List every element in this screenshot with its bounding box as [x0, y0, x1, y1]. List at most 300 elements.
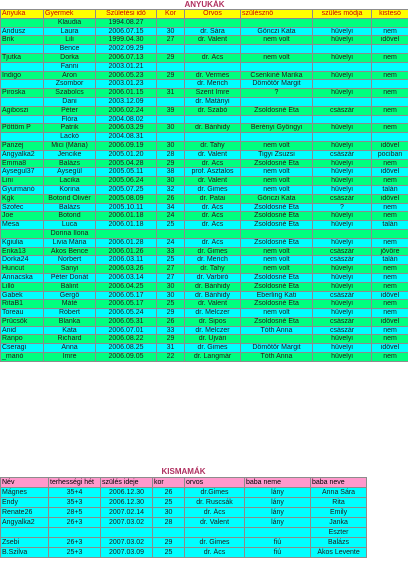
table-cell[interactable]: Ákos Levente [311, 548, 367, 558]
table-cell[interactable]: Botond [44, 212, 96, 221]
table-cell[interactable]: dr. Merich [185, 80, 241, 89]
table-cell[interactable] [1, 45, 44, 54]
table-cell[interactable]: nem [372, 27, 408, 36]
table-cell[interactable]: Ákos Bence [44, 247, 96, 256]
table-cell[interactable]: Máté [44, 300, 96, 309]
table-cell[interactable]: dr. Valent [185, 150, 241, 159]
table-cell[interactable]: idővel [372, 168, 408, 177]
table-cell[interactable] [1, 133, 44, 142]
table-cell[interactable]: 22 [157, 353, 185, 362]
table-cell[interactable]: dr. Bánhidy [185, 124, 241, 133]
table-cell[interactable]: 30 [157, 291, 185, 300]
table-cell[interactable]: 38 [157, 168, 185, 177]
table-cell[interactable]: Toreau [1, 309, 44, 318]
column-header[interactable]: kistesó [372, 10, 408, 19]
table-cell[interactable]: Botond Olivér [44, 194, 96, 203]
table-cell[interactable]: Eszter [311, 528, 367, 538]
table-cell[interactable]: 2005.07.25 [96, 185, 157, 194]
table-cell[interactable]: Szabolcs [44, 89, 96, 98]
table-cell[interactable]: pociban [372, 150, 408, 159]
table-cell[interactable]: 25+3 [49, 548, 101, 558]
table-cell[interactable]: 28+5 [49, 508, 101, 518]
table-cell[interactable]: dr. Gimes [185, 538, 245, 548]
table-cell[interactable]: hüvelyi [313, 212, 372, 221]
table-cell[interactable] [1, 80, 44, 89]
table-cell[interactable]: Áron [44, 71, 96, 80]
table-cell[interactable]: dr. Ács [185, 53, 241, 62]
column-header[interactable]: kor [153, 478, 185, 488]
table-cell[interactable]: nem volt [241, 309, 313, 318]
table-cell[interactable]: Zsoldosné Eta [241, 212, 313, 221]
table-cell[interactable]: dr. Valent [185, 300, 241, 309]
table-cell[interactable]: Tjutka [1, 53, 44, 62]
table-cell[interactable]: hüvelyi [313, 238, 372, 247]
table-cell[interactable] [185, 18, 241, 27]
table-cell[interactable]: 2006.05.24 [96, 309, 157, 318]
table-cell[interactable]: Indigo [1, 71, 44, 80]
table-cell[interactable]: 2007.02.14 [101, 508, 153, 518]
table-cell[interactable] [372, 80, 408, 89]
table-cell[interactable] [96, 229, 157, 238]
table-cell[interactable]: 2003.12.09 [96, 97, 157, 106]
table-cell[interactable]: nem volt [241, 141, 313, 150]
table-cell[interactable]: Mesa [1, 221, 44, 230]
table-cell[interactable]: hüvelyi [313, 141, 372, 150]
table-cell[interactable]: Janka [311, 518, 367, 528]
table-cell[interactable]: császár [313, 247, 372, 256]
table-cell[interactable]: 2006.07.13 [96, 53, 157, 62]
table-cell[interactable]: nem [372, 212, 408, 221]
table-cell[interactable]: Richard [44, 335, 96, 344]
table-cell[interactable]: 2005.06.24 [96, 177, 157, 186]
table-cell[interactable]: 27 [157, 273, 185, 282]
table-cell[interactable]: lány [245, 518, 311, 528]
table-cell[interactable]: Tigyi Zsuzsi [241, 150, 313, 159]
table-cell[interactable]: talán [372, 185, 408, 194]
table-cell[interactable]: Dorina Ilona [44, 229, 96, 238]
table-cell[interactable]: nem volt [241, 168, 313, 177]
table-cell[interactable]: 2006.07.15 [96, 27, 157, 36]
table-cell[interactable]: Tóth Anna [241, 326, 313, 335]
table-cell[interactable]: hüvelyi [313, 53, 372, 62]
table-cell[interactable]: 26 [157, 194, 185, 203]
table-cell[interactable] [313, 133, 372, 142]
table-cell[interactable]: Gabek [1, 291, 44, 300]
table-cell[interactable]: Joe [1, 212, 44, 221]
table-cell[interactable]: dr. Vermes [185, 71, 241, 80]
table-cell[interactable]: dr. Ács [185, 508, 245, 518]
table-cell[interactable]: Angyalka2 [1, 518, 49, 528]
column-header[interactable]: baba neme [245, 478, 311, 488]
table-cell[interactable]: Andusz [1, 27, 44, 36]
table-cell[interactable]: dr. Ács [185, 159, 241, 168]
table-cell[interactable] [313, 115, 372, 124]
column-header[interactable]: orvos [185, 478, 245, 488]
table-cell[interactable]: 2002.09.29 [96, 45, 157, 54]
table-cell[interactable]: Blanka [44, 317, 96, 326]
table-cell[interactable]: Norbert [44, 256, 96, 265]
table-cell[interactable]: 2006.04.25 [96, 282, 157, 291]
table-cell[interactable] [153, 528, 185, 538]
table-cell[interactable]: Zsoldosné Eta [241, 159, 313, 168]
table-cell[interactable]: hüvelyi [313, 309, 372, 318]
table-cell[interactable]: Gergő [44, 291, 96, 300]
table-cell[interactable]: dr. Valent [185, 36, 241, 45]
table-cell[interactable] [241, 335, 313, 344]
table-cell[interactable]: hüvelyi [313, 221, 372, 230]
table-cell[interactable]: dr. Sára [185, 27, 241, 36]
table-cell[interactable]: császár [313, 150, 372, 159]
table-cell[interactable]: Anna [44, 344, 96, 353]
table-cell[interactable]: császár [313, 291, 372, 300]
table-cell[interactable]: 2006.01.15 [96, 89, 157, 98]
table-cell[interactable]: nem [372, 106, 408, 115]
table-cell[interactable]: 2005.08.09 [96, 194, 157, 203]
table-cell[interactable]: 30 [157, 27, 185, 36]
table-cell[interactable]: Gönczi Kata [241, 27, 313, 36]
table-cell[interactable] [157, 45, 185, 54]
table-cell[interactable]: dr. Patai [185, 194, 241, 203]
table-cell[interactable]: hüvelyi [313, 282, 372, 291]
table-cell[interactable] [1, 229, 44, 238]
table-cell[interactable]: dr. Valent [185, 518, 245, 528]
table-cell[interactable]: Fanni [44, 62, 96, 71]
table-cell[interactable]: Dorka24 [1, 256, 44, 265]
table-cell[interactable] [241, 45, 313, 54]
table-cell[interactable]: talán [372, 221, 408, 230]
table-cell[interactable]: 2006.01.18 [96, 221, 157, 230]
table-cell[interactable]: Zsoldosné Eta [241, 106, 313, 115]
table-cell[interactable]: fiú [245, 538, 311, 548]
column-header[interactable]: Név [1, 478, 49, 488]
table-cell[interactable]: RitaB1 [1, 300, 44, 309]
column-header[interactable]: Gyermek [44, 10, 96, 19]
table-cell[interactable]: nem [372, 273, 408, 282]
table-cell[interactable]: hüvelyi [313, 177, 372, 186]
table-cell[interactable]: hüvelyi [313, 300, 372, 309]
table-cell[interactable]: 29 [157, 335, 185, 344]
table-cell[interactable]: hüvelyi [313, 265, 372, 274]
table-cell[interactable]: Zsoldosné Eta [241, 221, 313, 230]
table-cell[interactable]: 30 [157, 124, 185, 133]
table-cell[interactable]: idővel [372, 344, 408, 353]
table-cell[interactable]: 2004.08.02 [96, 115, 157, 124]
table-cell[interactable] [101, 528, 153, 538]
table-cell[interactable]: 2005.05.11 [96, 168, 157, 177]
table-cell[interactable]: 2006.09.05 [96, 353, 157, 362]
table-cell[interactable]: 2006.03.29 [96, 124, 157, 133]
table-cell[interactable]: Szent Imre [185, 89, 241, 98]
table-cell[interactable] [372, 62, 408, 71]
table-cell[interactable] [241, 133, 313, 142]
table-cell[interactable]: nem [372, 300, 408, 309]
table-cell[interactable]: 29 [157, 309, 185, 318]
table-cell[interactable]: 2004.08.31 [96, 133, 157, 142]
table-cell[interactable]: nem [372, 177, 408, 186]
table-cell[interactable]: dr. Matányi [185, 97, 241, 106]
table-cell[interactable]: Korina [44, 185, 96, 194]
table-cell[interactable]: császár [313, 256, 372, 265]
column-header[interactable]: szülésznő [241, 10, 313, 19]
table-cell[interactable]: 30 [157, 282, 185, 291]
column-header[interactable]: Születési idő [96, 10, 157, 19]
table-cell[interactable]: jövőre [372, 247, 408, 256]
table-cell[interactable]: 25 [157, 221, 185, 230]
table-cell[interactable]: 2006.05.23 [96, 71, 157, 80]
table-cell[interactable]: 2006.08.25 [96, 344, 157, 353]
table-cell[interactable]: 29 [157, 159, 185, 168]
table-cell[interactable]: dr. Sipos [185, 317, 241, 326]
table-cell[interactable]: Zsoldosné Eta [241, 300, 313, 309]
table-cell[interactable]: 2006.12.30 [101, 488, 153, 498]
table-cell[interactable]: dr. Tahy [185, 141, 241, 150]
table-cell[interactable]: császár [313, 317, 372, 326]
table-cell[interactable]: dr. Gimes [185, 344, 241, 353]
table-cell[interactable]: 24 [157, 238, 185, 247]
table-cell[interactable] [313, 229, 372, 238]
table-cell[interactable]: Aysegul37 [1, 168, 44, 177]
table-cell[interactable]: 34 [157, 203, 185, 212]
table-cell[interactable]: Dorka [44, 53, 96, 62]
table-cell[interactable]: Jencike [44, 150, 96, 159]
table-cell[interactable]: 27 [157, 265, 185, 274]
table-cell[interactable] [372, 115, 408, 124]
table-cell[interactable]: 30 [157, 177, 185, 186]
table-cell[interactable]: Gönczi Kata [241, 194, 313, 203]
table-cell[interactable]: hüvelyi [313, 71, 372, 80]
table-cell[interactable] [245, 528, 311, 538]
table-cell[interactable]: Imre [44, 353, 96, 362]
table-cell[interactable]: 33 [157, 247, 185, 256]
table-cell[interactable]: 25 [157, 300, 185, 309]
table-cell[interactable]: 2006.03.14 [96, 273, 157, 282]
table-cell[interactable]: nem [372, 265, 408, 274]
table-cell[interactable]: császár [313, 326, 372, 335]
table-cell[interactable]: 2006.01.26 [96, 247, 157, 256]
table-cell[interactable]: hüvelyi [313, 185, 372, 194]
table-cell[interactable]: nem [372, 282, 408, 291]
table-cell[interactable]: császár [313, 194, 372, 203]
table-cell[interactable]: lány [245, 488, 311, 498]
table-cell[interactable]: 32 [157, 185, 185, 194]
table-cell[interactable]: 2006.03.26 [96, 265, 157, 274]
table-cell[interactable]: dr. Langmár [185, 353, 241, 362]
table-cell[interactable]: ? [241, 89, 313, 98]
table-cell[interactable]: dr. Valent [185, 177, 241, 186]
table-cell[interactable]: Klaudia [44, 18, 96, 27]
table-cell[interactable]: 31 [157, 344, 185, 353]
table-cell[interactable]: Dani [44, 97, 96, 106]
table-cell[interactable]: 2006.01.18 [96, 212, 157, 221]
table-cell[interactable]: Lini [1, 177, 44, 186]
table-cell[interactable]: 2006.05.31 [96, 317, 157, 326]
table-cell[interactable] [185, 133, 241, 142]
table-cell[interactable]: nem volt [241, 177, 313, 186]
table-cell[interactable]: Bálint [44, 282, 96, 291]
table-cell[interactable] [313, 97, 372, 106]
table-cell[interactable]: 2006.09.19 [96, 141, 157, 150]
table-cell[interactable]: 33 [157, 326, 185, 335]
table-cell[interactable]: nem [372, 238, 408, 247]
table-cell[interactable]: nem [372, 89, 408, 98]
column-header[interactable]: Anyuka [1, 10, 44, 19]
table-cell[interactable]: dr. Gimes [185, 185, 241, 194]
table-cell[interactable]: Berényi Gyöngyi [241, 124, 313, 133]
table-cell[interactable] [1, 18, 44, 27]
table-cell[interactable]: Laura [44, 27, 96, 36]
table-cell[interactable]: dr. Varbiró [185, 273, 241, 282]
table-cell[interactable]: Luca [44, 221, 96, 230]
table-cell[interactable] [372, 45, 408, 54]
table-cell[interactable]: hüvelyi [313, 335, 372, 344]
table-cell[interactable] [157, 133, 185, 142]
table-cell[interactable]: 2007.03.02 [101, 518, 153, 528]
table-cell[interactable]: nem volt [241, 36, 313, 45]
table-cell[interactable]: dr. Ruscsák [185, 498, 245, 508]
table-cell[interactable]: Dömötör Margit [241, 344, 313, 353]
table-cell[interactable]: hüvelyi [313, 124, 372, 133]
table-cell[interactable]: nem volt [241, 53, 313, 62]
table-cell[interactable]: 2006.05.17 [96, 291, 157, 300]
table-cell[interactable]: Zsoldosné Eta [241, 203, 313, 212]
table-cell[interactable]: nem [372, 353, 408, 362]
table-cell[interactable]: 25 [153, 498, 185, 508]
table-cell[interactable] [185, 528, 245, 538]
table-cell[interactable]: Zsombor [44, 80, 96, 89]
table-cell[interactable]: 29 [153, 538, 185, 548]
table-cell[interactable] [49, 528, 101, 538]
table-cell[interactable]: 1994.08.27 [96, 18, 157, 27]
table-cell[interactable] [241, 62, 313, 71]
table-cell[interactable] [313, 62, 372, 71]
table-cell[interactable]: Dömötör Margit [241, 80, 313, 89]
table-cell[interactable]: Zsebi [1, 538, 49, 548]
table-cell[interactable] [241, 18, 313, 27]
table-cell[interactable]: dr.Gimes [185, 488, 245, 498]
table-cell[interactable] [157, 18, 185, 27]
table-cell[interactable]: dr. Bánhidy [185, 282, 241, 291]
table-cell[interactable]: 29 [157, 53, 185, 62]
table-cell[interactable] [372, 133, 408, 142]
table-cell[interactable]: nem volt [241, 265, 313, 274]
column-header[interactable]: baba neve [311, 478, 367, 488]
table-cell[interactable]: Endy [1, 498, 49, 508]
table-cell[interactable]: Erika13 [1, 247, 44, 256]
column-header[interactable]: szülés módja [313, 10, 372, 19]
table-cell[interactable]: Balázs [311, 538, 367, 548]
table-cell[interactable]: hüvelyi [313, 159, 372, 168]
table-cell[interactable]: nem volt [241, 185, 313, 194]
table-cell[interactable]: 28 [157, 150, 185, 159]
table-cell[interactable] [157, 62, 185, 71]
column-header[interactable]: szülés ideje [101, 478, 153, 488]
table-cell[interactable]: Zsoldosné Eta [241, 273, 313, 282]
table-cell[interactable]: Pöttöm P [1, 124, 44, 133]
table-cell[interactable] [313, 18, 372, 27]
table-cell[interactable]: Anna Sára [311, 488, 367, 498]
table-cell[interactable]: idővel [372, 291, 408, 300]
table-cell[interactable]: Balázs [44, 159, 96, 168]
table-cell[interactable]: 2006.08.22 [96, 335, 157, 344]
table-cell[interactable]: 25 [153, 548, 185, 558]
table-cell[interactable]: Ranpo [1, 335, 44, 344]
table-cell[interactable] [1, 62, 44, 71]
table-cell[interactable]: idővel [372, 36, 408, 45]
table-cell[interactable]: 1999.04.30 [96, 36, 157, 45]
table-cell[interactable]: nem [372, 53, 408, 62]
table-cell[interactable]: dr. Bánhidy [185, 291, 241, 300]
table-cell[interactable]: Szofec [1, 203, 44, 212]
table-cell[interactable]: hüvelyi [313, 344, 372, 353]
table-cell[interactable]: idővel [372, 194, 408, 203]
table-cell[interactable]: 26 [157, 317, 185, 326]
table-cell[interactable]: Huncut [1, 265, 44, 274]
table-cell[interactable]: Emma8 [1, 159, 44, 168]
table-cell[interactable]: Gyurmanó [1, 185, 44, 194]
table-cell[interactable]: Kata [44, 326, 96, 335]
table-cell[interactable]: Renate26 [1, 508, 49, 518]
table-cell[interactable]: Flóra [44, 115, 96, 124]
table-cell[interactable] [372, 229, 408, 238]
table-cell[interactable]: dr. Szabó [185, 106, 241, 115]
table-cell[interactable]: Lackó [44, 133, 96, 142]
table-cell[interactable]: 31 [157, 89, 185, 98]
table-cell[interactable]: Zsoldosné Eta [241, 238, 313, 247]
table-cell[interactable]: 28 [153, 518, 185, 528]
table-cell[interactable]: Livia Mária [44, 238, 96, 247]
table-cell[interactable]: hüvelyi [313, 36, 372, 45]
table-cell[interactable] [157, 229, 185, 238]
table-cell[interactable] [313, 80, 372, 89]
table-cell[interactable]: Balázs [44, 203, 96, 212]
table-cell[interactable]: 2005.10.11 [96, 203, 157, 212]
table-cell[interactable]: idővel [372, 141, 408, 150]
table-cell[interactable] [1, 528, 49, 538]
table-cell[interactable]: talán [372, 256, 408, 265]
column-header[interactable]: terhességi hét [49, 478, 101, 488]
table-cell[interactable]: Mici (Mária) [44, 141, 96, 150]
table-cell[interactable]: hüvelyi [313, 353, 372, 362]
table-cell[interactable] [1, 115, 44, 124]
table-cell[interactable] [372, 18, 408, 27]
table-cell[interactable]: dr. Melczer [185, 309, 241, 318]
table-cell[interactable]: dr. Ács [185, 212, 241, 221]
table-cell[interactable]: dr. Ács [185, 221, 241, 230]
table-cell[interactable]: Brik [1, 36, 44, 45]
table-cell[interactable]: 2006.02.24 [96, 106, 157, 115]
table-cell[interactable] [241, 97, 313, 106]
table-cell[interactable] [157, 97, 185, 106]
table-cell[interactable]: 25 [157, 256, 185, 265]
table-cell[interactable]: nem [372, 326, 408, 335]
table-cell[interactable]: Cseragi [1, 344, 44, 353]
table-cell[interactable]: 2006.01.28 [96, 238, 157, 247]
table-cell[interactable]: Lilló [1, 282, 44, 291]
table-cell[interactable]: 2005.04.28 [96, 159, 157, 168]
table-cell[interactable] [372, 97, 408, 106]
table-cell[interactable]: dr. Ács [185, 203, 241, 212]
table-cell[interactable]: Ágiboszi [1, 106, 44, 115]
table-cell[interactable]: 2006.12.30 [101, 498, 153, 508]
column-header[interactable]: Kor [157, 10, 185, 19]
table-cell[interactable]: nem [372, 124, 408, 133]
table-cell[interactable]: 2006.07.01 [96, 326, 157, 335]
table-cell[interactable]: 24 [157, 212, 185, 221]
table-cell[interactable]: nem volt [241, 256, 313, 265]
table-cell[interactable]: nem [372, 71, 408, 80]
table-cell[interactable]: Kgiulia [1, 238, 44, 247]
table-cell[interactable]: Péter Donát [44, 273, 96, 282]
